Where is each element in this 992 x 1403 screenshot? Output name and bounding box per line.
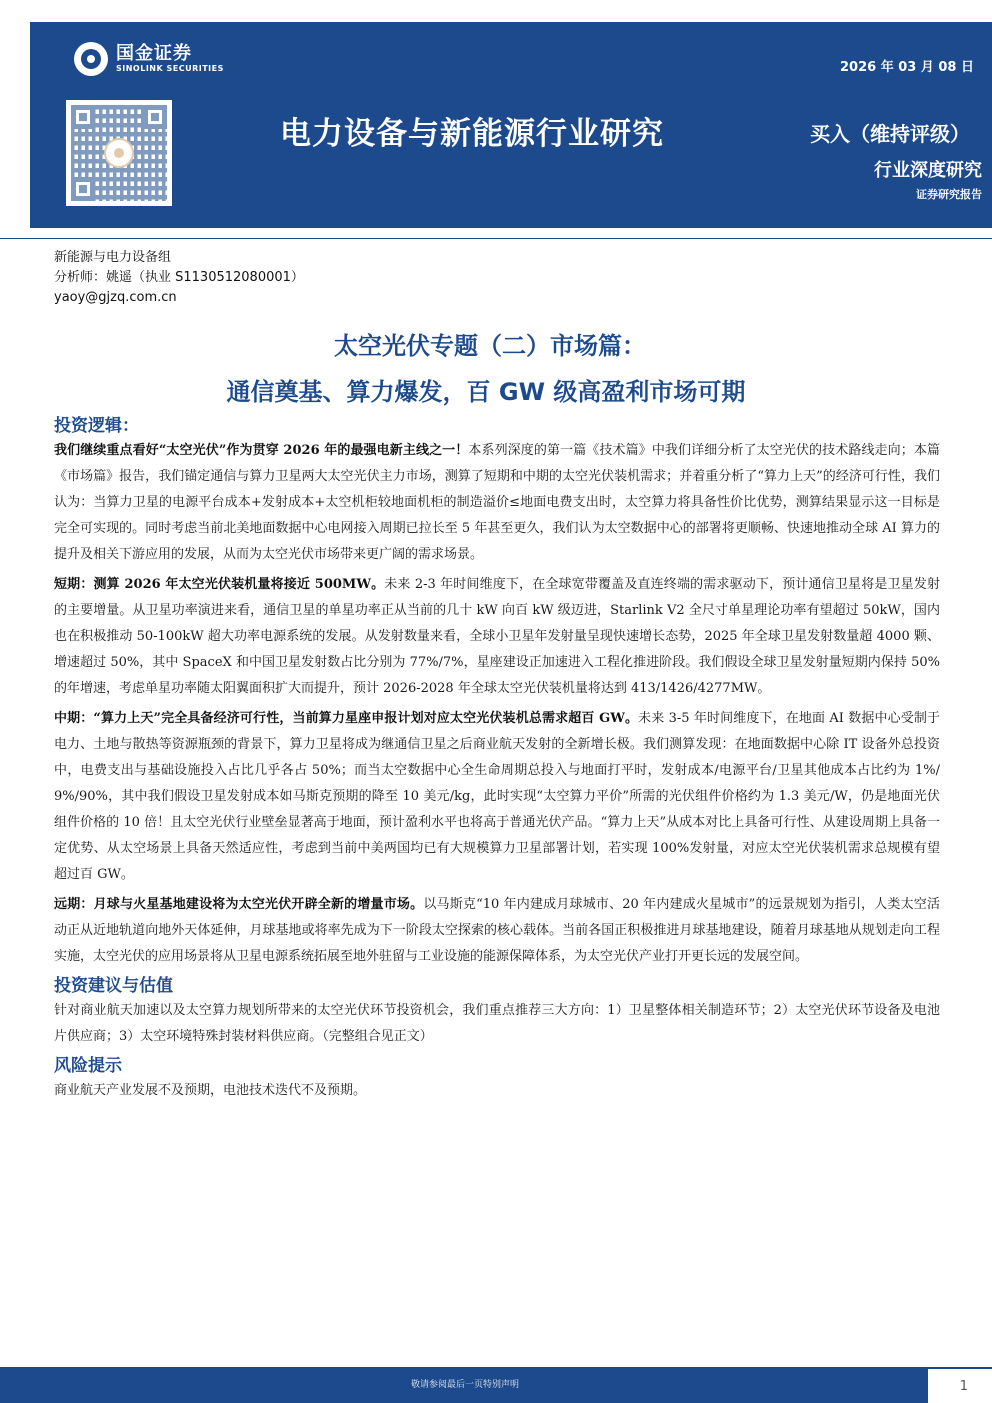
paragraph-text: 本系列深度的第一篇《技术篇》中我们详细分析了太空光伏的技术路线走向；本篇《市场篇》报告，我们锚定通信与算力卫星两大太空光伏主力市场，测算了短期和中期的太空光伏装机需求；并着重分析了“算力上天”的经济可行性，我们认为：当算力卫星的电源平台成本+发射成本+太空机柜较地面机柜的制造溢价≤地面电费支出时，太空算力将具备性价比优势，测算结果显示这一目标是完全可实现的。同时考虑当前北美地面数据中心电网接入周期已拉长至 5 年甚至更久，我们认为太空数据中心的部署将更顺畅、快速地推动全球 AI 算力的提升及相关下游应用的发展，从而为太空光伏市场带来更广阔的需求场景。 xyxy=(54,443,940,562)
report-header-banner xyxy=(30,22,992,228)
qr-finder-icon xyxy=(143,105,167,129)
rating: 买入（维持评级） xyxy=(810,122,970,146)
paragraph-text: 未来 2-3 年时间维度下，在全球宽带覆盖及直连终端的需求驱动下，预计通信卫星将是卫星发射的主要增量。从卫星功率演进来看，通信卫星的单星功率正从当前的几十 kW 向百 kW 级迈进，Starlink V2 全尺寸单星理论功率有望超过 50kW，国内也在积极推动 50-100kW 超大功率电源系统的发展。从发射数量来看，全球小卫星年发射量呈现快速增长态势，2025 年全球卫星发射数量超 4000 颗、增速超过 50%，其中 SpaceX 和中国卫星发射数占比分别为 77%/7%，星座建设正加速进入工程化推进阶段。我们假设全球卫星发射量短期内保持 50%的年增速，考虑单星功率随太阳翼面积扩大而提升，预计 2026-2028 年全球太空光伏装机量将达到 413/1426/4277MW。 xyxy=(54,577,941,696)
paragraph-text: 以马斯克“10 年内建成月球城市、20 年内建成火星城市”的远景规划为指引，人类太空活动正从近地轨道向地外天体延伸，月球基地或将率先成为下一阶段太空探索的核心载体。当前各国正积极推进月球基地建设，随着月球基地从规划走向工程实施，太空光伏的应用场景将从卫星电源系统拓展至地外驻留与工业设施的能源保障体系，为太空光伏产业打开更长远的发展空间。 xyxy=(54,897,940,964)
analyst-info xyxy=(54,248,304,308)
paragraph-long-term xyxy=(54,892,940,970)
qr-code xyxy=(66,100,172,206)
qr-finder-icon xyxy=(71,105,95,129)
paragraph-lead: 远期：月球与火星基地建设将为太空光伏开辟全新的增量市场。 xyxy=(54,897,424,912)
qr-code-icon xyxy=(71,105,167,201)
report-industry-title: 电力设备与新能源行业研究 xyxy=(280,116,664,152)
page-footer xyxy=(0,1367,992,1403)
footer-disclaimer: 敬请参阅最后一页特别声明 xyxy=(410,1380,519,1390)
report-title-line1: 太空光伏专题（二）市场篇： xyxy=(334,332,646,360)
paragraph-main-thesis xyxy=(54,438,940,568)
paragraph-advice: 针对商业航天加速以及太空算力规划所带来的太空光伏环节投资机会，我们重点推荐三大方向：1）卫星整体相关制造环节；2）太空光伏环节设备及电池片供应商；3）太空环境特殊封装材料供应商。（完整组合见正文） xyxy=(54,1003,940,1044)
section-heading-risk: 风险提示 xyxy=(54,1056,122,1076)
sinolink-logo-icon xyxy=(74,42,108,76)
report-title-line2: 通信奠基、算力爆发，百 GW 级高盈利市场可期 xyxy=(226,378,746,406)
header-divider xyxy=(0,238,992,239)
paragraph-lead: 短期：测算 2026 年太空光伏装机量将接近 500MW。 xyxy=(54,577,385,592)
report-category: 证券研究报告 xyxy=(916,188,982,201)
analyst-name: 分析师：姚遥（执业 S1130512080001） xyxy=(54,270,304,285)
analyst-email[interactable]: yaoy@gjzq.com.cn xyxy=(54,290,177,305)
logo-cn-text: 国金证券 xyxy=(116,43,192,64)
report-date: 2026 年 03 月 08 日 xyxy=(840,60,974,75)
paragraph-mid-term xyxy=(54,706,940,888)
analyst-group: 新能源与电力设备组 xyxy=(54,250,172,265)
paragraph-short-term xyxy=(54,572,940,702)
page-number-box xyxy=(928,1367,992,1403)
paragraph-lead: 中期：“算力上天”完全具备经济可行性，当前算力星座申报计划对应太空光伏装机总需求超百 GW。 xyxy=(54,711,639,726)
paragraph-lead: 我们继续重点看好“太空光伏”作为贯穿 2026 年的最强电新主线之一！ xyxy=(54,443,469,458)
qr-center-logo-icon xyxy=(104,138,134,168)
section-heading-logic: 投资逻辑： xyxy=(54,416,139,436)
paragraph-risk: 商业航天产业发展不及预期，电池技术迭代不及预期。 xyxy=(54,1083,367,1098)
section-heading-advice: 投资建议与估值 xyxy=(54,976,173,996)
paragraph-text: 未来 3-5 年时间维度下，在地面 AI 数据中心受制于电力、土地与散热等资源瓶颈的背景下，算力卫星将成为继通信卫星之后商业航天发射的全新增长极。我们测算发现：在地面数据中心除 IT 设备外总投资中，电费支出与基础设施投入占比几乎各占 50%；而当太空数据中心全生命周期总投入与地面打平时，发射成本/电源平台/卫星其他成本占比约为 1%/9%/90%，其中我们假设卫星发射成本如马斯克预期的降至 10 美元/kg，此时实现“太空算力平价”所需的光伏组件价格约为 1.3 美元/W，仍是地面光伏组件价格的 10 倍！且太空光伏行业壁垒显著高于地面，预计盈利水平也将高于普通光伏产品。“算力上天”从成本对比上具备可行性、从建设周期上具备一定优势、从太空场景上具备天然适应性，考虑到当前中美两国均已有大规模算力卫星部署计划，若实现 100%发射量，对应太空光伏装机需求总规模有望超过百 GW。 xyxy=(54,711,940,882)
company-logo xyxy=(74,42,224,76)
report-type: 行业深度研究 xyxy=(874,160,982,181)
qr-finder-icon xyxy=(71,177,95,201)
logo-en-text: SINOLINK SECURITIES xyxy=(116,64,224,73)
page-number: 1 xyxy=(959,1379,968,1394)
report-body xyxy=(54,414,940,1108)
